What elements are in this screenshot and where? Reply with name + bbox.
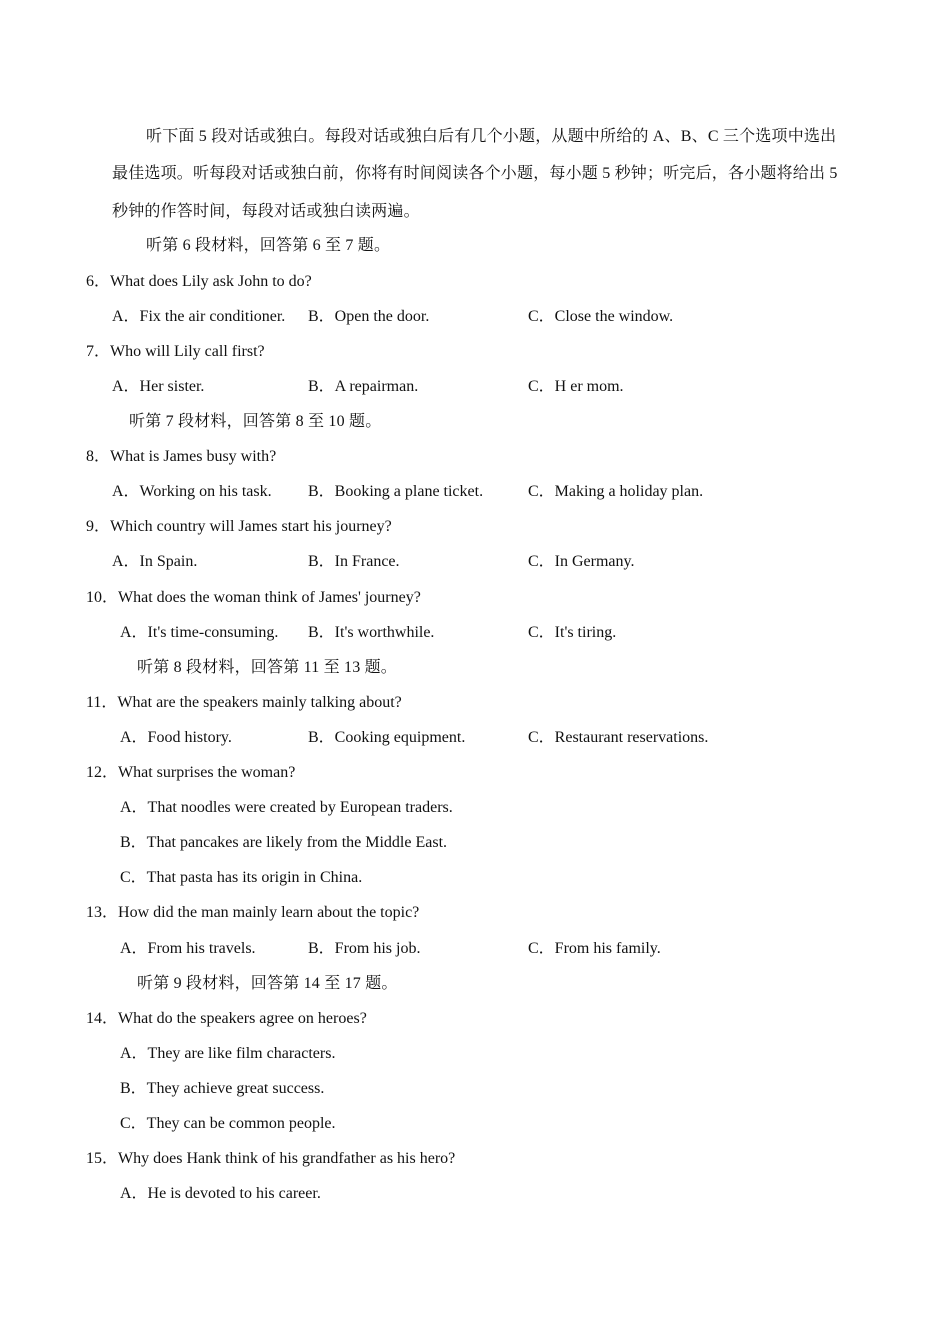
option-9-c[interactable]: C．In Germany. bbox=[528, 553, 635, 570]
instructions-line-1: 听下面 5 段对话或独白。每段对话或独白后有几个小题，从题中所给的 A、B、C 三个选项中选出 bbox=[146, 128, 837, 145]
question-10 bbox=[86, 588, 421, 608]
question-text: What does Lily ask John to do? bbox=[110, 273, 312, 290]
section-header-6: 听第 6 段材料，回答第 6 至 7 题。 bbox=[146, 237, 391, 254]
question-number: 9． bbox=[86, 518, 111, 535]
option-8-c[interactable]: C．Making a holiday plan. bbox=[528, 483, 704, 500]
option-9-b[interactable]: B．In France. bbox=[308, 553, 400, 570]
option-14-c[interactable]: C．They can be common people. bbox=[120, 1115, 336, 1132]
question-text: What are the speakers mainly talking about? bbox=[117, 694, 402, 711]
option-14-b[interactable]: B．They achieve great success. bbox=[120, 1080, 325, 1097]
option-7-b[interactable]: B．A repairman. bbox=[308, 378, 419, 395]
option-14-a[interactable]: A．They are like film characters. bbox=[120, 1045, 336, 1062]
option-6-a[interactable]: A．Fix the air conditioner. bbox=[112, 308, 286, 325]
question-text: Who will Lily call first? bbox=[110, 343, 265, 360]
instructions-line-3: 秒钟的作答时间，每段对话或独白读两遍。 bbox=[112, 203, 420, 220]
question-text: Why does Hank think of his grandfather as his hero? bbox=[118, 1150, 456, 1167]
option-7-a[interactable]: A．Her sister. bbox=[112, 378, 205, 395]
question-text: What do the speakers agree on heroes? bbox=[118, 1010, 367, 1027]
option-15-a[interactable]: A．He is devoted to his career. bbox=[120, 1185, 321, 1202]
question-number: 6． bbox=[86, 273, 111, 290]
question-number: 14． bbox=[86, 1010, 119, 1027]
section-header-9: 听第 9 段材料，回答第 14 至 17 题。 bbox=[137, 975, 398, 992]
option-6-b[interactable]: B．Open the door. bbox=[308, 308, 430, 325]
question-text: How did the man mainly learn about the topic? bbox=[118, 904, 420, 921]
question-text: What is James busy with? bbox=[110, 448, 277, 465]
question-number: 13． bbox=[86, 904, 119, 921]
option-8-b[interactable]: B．Booking a plane ticket. bbox=[308, 483, 484, 500]
section-header-7: 听第 7 段材料，回答第 8 至 10 题。 bbox=[129, 413, 382, 430]
question-11 bbox=[86, 693, 402, 713]
question-number: 10． bbox=[86, 589, 119, 606]
option-13-a[interactable]: A．From his travels. bbox=[120, 940, 256, 957]
question-13 bbox=[86, 903, 419, 923]
question-8 bbox=[86, 447, 276, 467]
instructions-line-2: 最佳选项。听每段对话或独白前，你将有时间阅读各个小题，每小题 5 秒钟；听完后，各小题将给出 5 bbox=[112, 165, 838, 182]
option-11-c[interactable]: C．Restaurant reservations. bbox=[528, 729, 709, 746]
question-15 bbox=[86, 1149, 455, 1169]
question-9 bbox=[86, 517, 392, 537]
option-10-a[interactable]: A．It's time-consuming. bbox=[120, 624, 279, 641]
option-11-b[interactable]: B．Cooking equipment. bbox=[308, 729, 466, 746]
question-14 bbox=[86, 1009, 367, 1029]
option-6-c[interactable]: C．Close the window. bbox=[528, 308, 674, 325]
question-number: 7． bbox=[86, 343, 111, 360]
option-8-a[interactable]: A．Working on his task. bbox=[112, 483, 272, 500]
question-number: 15． bbox=[86, 1150, 119, 1167]
option-12-b[interactable]: B．That pancakes are likely from the Middle East. bbox=[120, 834, 448, 851]
question-12 bbox=[86, 763, 295, 783]
option-12-c[interactable]: C．That pasta has its origin in China. bbox=[120, 869, 363, 886]
option-13-c[interactable]: C．From his family. bbox=[528, 940, 661, 957]
question-number: 12． bbox=[86, 764, 119, 781]
option-13-b[interactable]: B．From his job. bbox=[308, 940, 421, 957]
question-text: What surprises the woman? bbox=[118, 764, 296, 781]
question-7 bbox=[86, 342, 265, 362]
option-7-c[interactable]: C．H er mom. bbox=[528, 378, 624, 395]
question-6 bbox=[86, 272, 312, 292]
option-9-a[interactable]: A．In Spain. bbox=[112, 553, 198, 570]
option-10-b[interactable]: B．It's worthwhile. bbox=[308, 624, 435, 641]
option-11-a[interactable]: A．Food history. bbox=[120, 729, 232, 746]
question-number: 11． bbox=[86, 694, 118, 711]
option-12-a[interactable]: A．That noodles were created by European traders. bbox=[120, 799, 453, 816]
option-10-c[interactable]: C．It's tiring. bbox=[528, 624, 617, 641]
section-header-8: 听第 8 段材料，回答第 11 至 13 题。 bbox=[137, 659, 398, 676]
question-number: 8． bbox=[86, 448, 111, 465]
question-text: What does the woman think of James' journey? bbox=[118, 589, 421, 606]
question-text: Which country will James start his journey? bbox=[110, 518, 392, 535]
